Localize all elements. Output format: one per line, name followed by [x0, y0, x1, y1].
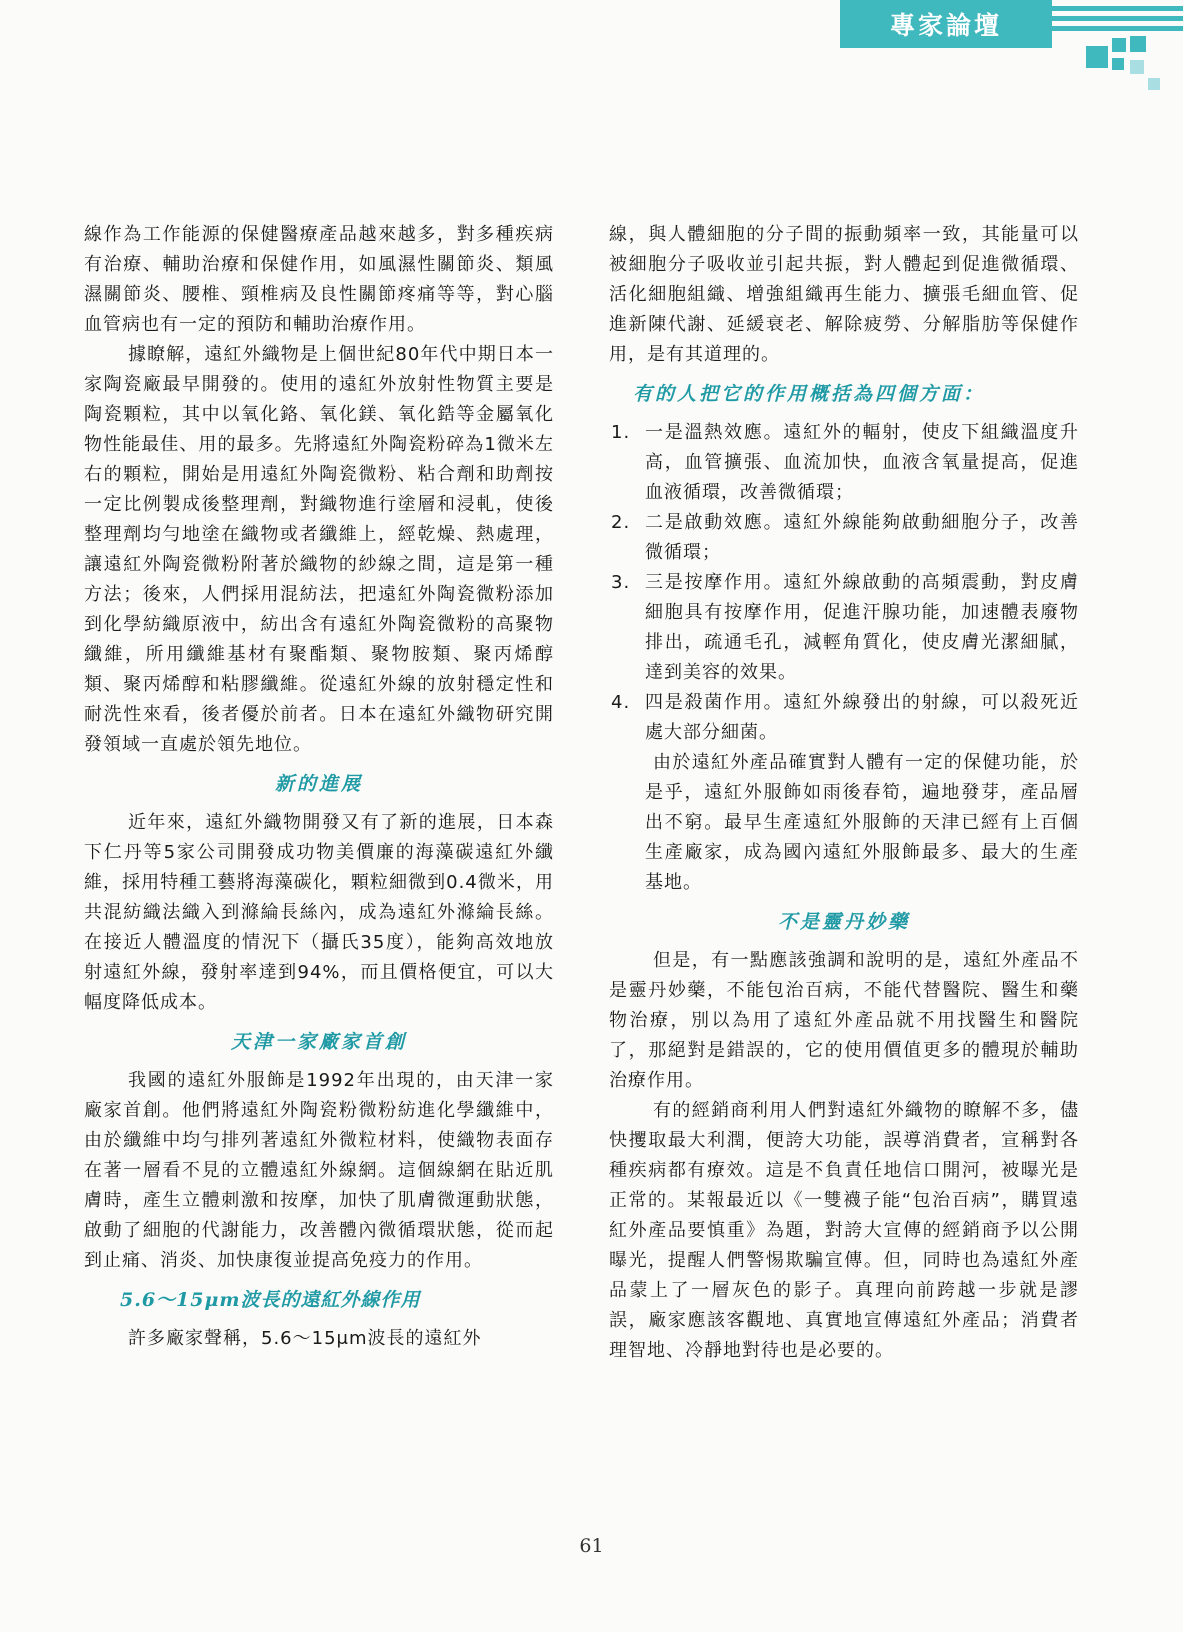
- decor-square: [1086, 46, 1108, 68]
- list-number: 3.: [611, 572, 631, 593]
- effects-list: [609, 418, 1079, 748]
- decor-square: [1112, 58, 1124, 70]
- list-item: [609, 508, 1079, 568]
- paragraph: 許多廠家聲稱，5.6～15μm波長的遠紅外: [128, 1328, 482, 1349]
- section-heading: 新的進展: [274, 773, 363, 795]
- paragraph: 但是，有一點應該強調和說明的是，遠紅外產品不是靈丹妙藥，不能包治百病，不能代替醫院、醫生和藥物治療，別以為用了遠紅外產品就不用找醫生和醫院了，那絕對是錯誤的，它的使用價值更多的體現於輔助治療作用。: [609, 950, 1079, 1091]
- right-column: [609, 220, 1079, 1366]
- decor-square: [1148, 78, 1160, 90]
- header-stripes: [1052, 6, 1183, 36]
- list-number: 1.: [611, 422, 631, 443]
- left-column: [84, 220, 554, 1354]
- list-number: 2.: [611, 512, 631, 533]
- section-heading: 有的人把它的作用概括為四個方面：: [633, 383, 986, 405]
- section-tab: 專家論壇: [840, 0, 1052, 48]
- list-text: 二是啟動效應。遠紅外線能夠啟動細胞分子，改善微循環；: [645, 512, 1079, 563]
- decor-square: [1112, 38, 1126, 52]
- paragraph: 我國的遠紅外服飾是1992年出現的，由天津一家廠家首創。他們將遠紅外陶瓷粉微粉紡進化學纖維中，由於纖維中均勻排列著遠紅外微粒材料，使織物表面存在著一層看不見的立體遠紅外線網。這個線網在貼近肌膚時，產生立體刺激和按摩，加快了肌膚微運動狀態，啟動了細胞的代謝能力，改善體內微循環狀態，從而起到止痛、消炎、加快康復並提高免疫力的作用。: [84, 1070, 554, 1271]
- page-number: 61: [579, 1535, 604, 1557]
- list-item: [609, 688, 1079, 748]
- paragraph: 有的經銷商利用人們對遠紅外織物的瞭解不多，儘快攫取最大利潤，便誇大功能，誤導消費者，宣稱對各種疾病都有療效。這是不負責任地信口開河，被曝光是正常的。某報最近以《一雙襪子能“包治百病”，購買遠紅外產品要慎重》為題，對誇大宣傳的經銷商予以公開曝光，提醒人們警惕欺騙宣傳。但，同時也為遠紅外產品蒙上了一層灰色的影子。真理向前跨越一步就是謬誤，廠家應該客觀地、真實地宣傳遠紅外產品；消費者理智地、冷靜地對待也是必要的。: [609, 1100, 1079, 1361]
- section-heading: 5.6～15μm波長的遠紅外線作用: [120, 1289, 421, 1311]
- list-text: 一是溫熱效應。遠紅外的輻射，使皮下組織溫度升高，血管擴張、血流加快，血液含氧量提高，促進血液循環，改善微循環；: [645, 422, 1079, 503]
- paragraph: 線作為工作能源的保健醫療產品越來越多，對多種疾病有治療、輔助治療和保健作用，如風濕性關節炎、類風濕關節炎、腰椎、頸椎病及良性關節疼痛等等，對心腦血管病也有一定的預防和輔助治療作用。: [84, 224, 554, 335]
- decor-square: [1130, 36, 1146, 52]
- paragraph: 線，與人體細胞的分子間的振動頻率一致，其能量可以被細胞分子吸收並引起共振，對人體起到促進微循環、活化細胞組織、增強組織再生能力、擴張毛細血管、促進新陳代謝、延緩衰老、解除疲勞、分解脂肪等保健作用，是有其道理的。: [609, 224, 1079, 365]
- list-text: 四是殺菌作用。遠紅外線發出的射線，可以殺死近處大部分細菌。: [645, 692, 1079, 743]
- paragraph: 近年來，遠紅外織物開發又有了新的進展，日本森下仁丹等5家公司開發成功物美價廉的海藻碳遠紅外纖維，採用特種工藝將海藻碳化，顆粒細微到0.4微米，用共混紡織法織入到滌綸長絲內，成為遠紅外滌綸長絲。在接近人體溫度的情況下（攝氏35度），能夠高效地放射遠紅外線，發射率達到94%，而且價格便宜，可以大幅度降低成本。: [84, 812, 554, 1013]
- list-text: 三是按摩作用。遠紅外線啟動的高頻震動，對皮膚細胞具有按摩作用，促進汗腺功能，加速體表廢物排出，疏通毛孔，減輕角質化，使皮膚光潔細膩，達到美容的效果。: [645, 572, 1079, 683]
- paragraph: 據瞭解，遠紅外織物是上個世紀80年代中期日本一家陶瓷廠最早開發的。使用的遠紅外放射性物質主要是陶瓷顆粒，其中以氧化鉻、氧化鎂、氧化鋯等金屬氧化物性能最佳、用的最多。先將遠紅外陶瓷粉碎為1微米左右的顆粒，開始是用遠紅外陶瓷微粉、粘合劑和助劑按一定比例製成後整理劑，對織物進行塗層和浸軋，使後整理劑均勻地塗在織物或者纖維上，經乾燥、熱處理，讓遠紅外陶瓷微粉附著於織物的紗線之間，這是第一種方法；後來，人們採用混紡法，把遠紅外陶瓷微粉添加到化學紡織原液中，紡出含有遠紅外陶瓷微粉的高聚物纖維，所用纖維基材有聚酯類、聚物胺類、聚丙烯醇類、聚丙烯醇和粘膠纖維。從遠紅外線的放射穩定性和耐洗性來看，後者優於前者。日本在遠紅外織物研究開發領域一直處於領先地位。: [84, 344, 554, 755]
- paragraph: 由於遠紅外產品確實對人體有一定的保健功能，於是乎，遠紅外服飾如雨後春筍，遍地發芽，產品層出不窮。最早生產遠紅外服飾的天津已經有上百個生產廠家，成為國內遠紅外服飾最多、最大的生產基地。: [645, 752, 1079, 893]
- list-item: [609, 568, 1079, 688]
- section-heading: 天津一家廠家首創: [230, 1031, 407, 1053]
- section-heading: 不是靈丹妙藥: [777, 911, 910, 933]
- list-number: 4.: [611, 692, 631, 713]
- list-item: [609, 418, 1079, 508]
- decor-square: [1130, 60, 1144, 74]
